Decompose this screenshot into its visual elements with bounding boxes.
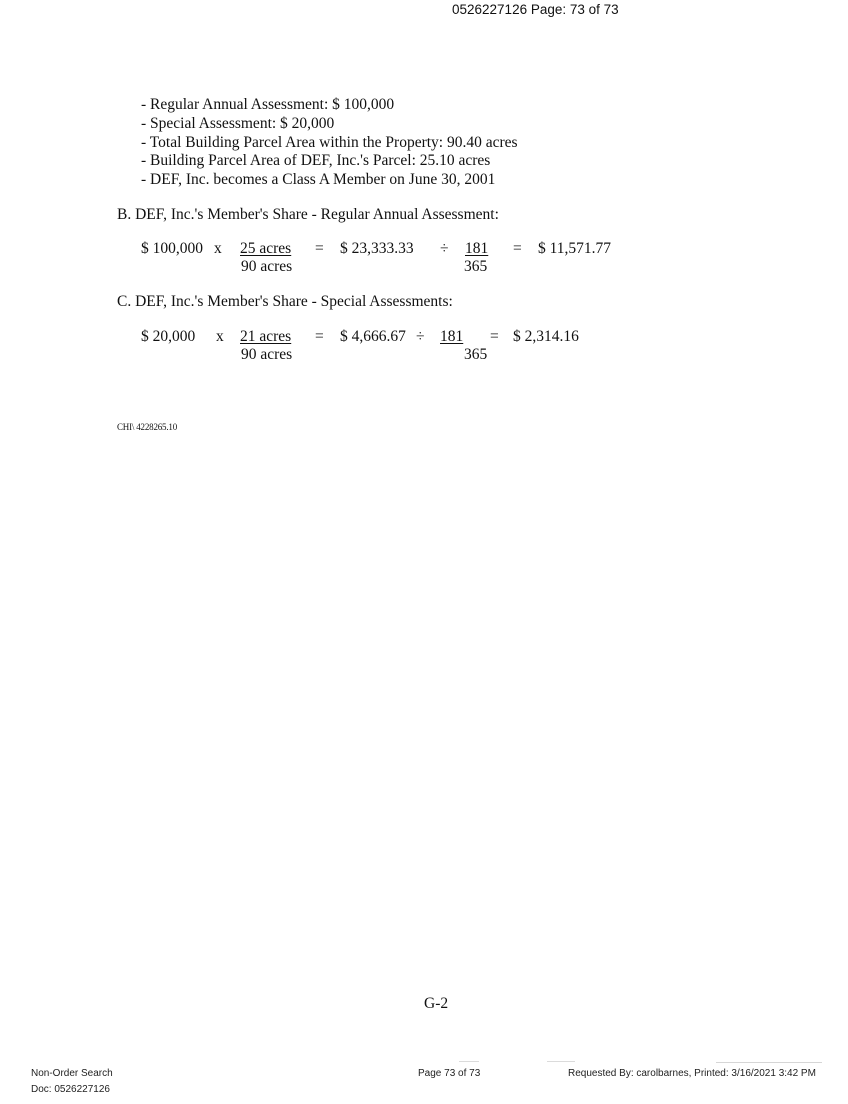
header-page-stamp: 0526227126 Page: 73 of 73: [452, 2, 619, 17]
section-b-days-denominator: 365: [464, 258, 488, 275]
section-b-numerator: 25 acres: [240, 240, 292, 257]
section-c-divide: ÷: [416, 328, 425, 345]
footer-page-info: Page 73 of 73: [418, 1068, 481, 1079]
scan-artifact: [459, 1061, 479, 1062]
section-b-subtotal: $ 23,333.33: [340, 240, 414, 257]
section-c-equals-2: =: [490, 328, 499, 345]
section-c-equals-1: =: [315, 328, 324, 345]
section-b-days-numerator: 181: [465, 240, 489, 257]
scan-artifact: [716, 1062, 822, 1063]
section-b-heading: B. DEF, Inc.'s Member's Share - Regular Annual Assessment:: [117, 206, 499, 223]
section-c-subtotal: $ 4,666.67: [340, 328, 406, 345]
list-item: - Building Parcel Area of DEF, Inc.'s Parcel: 25.10 acres: [141, 152, 491, 169]
section-c-denominator: 90 acres: [241, 346, 293, 363]
section-b-equals-2: =: [513, 240, 522, 257]
list-item: - DEF, Inc. becomes a Class A Member on June 30, 2001: [141, 171, 496, 188]
section-c-heading: C. DEF, Inc.'s Member's Share - Special Assessments:: [117, 293, 453, 310]
section-b-denominator: 90 acres: [241, 258, 293, 275]
footer-doc-number: Doc: 0526227126: [31, 1084, 110, 1095]
section-c-result: $ 2,314.16: [513, 328, 579, 345]
footer-search-type: Non-Order Search: [31, 1068, 113, 1079]
section-c-times: x: [216, 328, 224, 345]
list-item: - Total Building Parcel Area within the Property: 90.40 acres: [141, 134, 518, 151]
section-b-result: $ 11,571.77: [538, 240, 612, 257]
section-b-times: x: [214, 240, 222, 257]
section-b-divide: ÷: [440, 240, 449, 257]
section-c-numerator: 21 acres: [240, 328, 292, 345]
footer-requested-by: Requested By: carolbarnes, Printed: 3/16/2021 3:42 PM: [568, 1068, 816, 1079]
section-c-days-denominator: 365: [464, 346, 488, 363]
section-c-days-numerator: 181: [440, 328, 464, 345]
page-label: G-2: [424, 995, 449, 1012]
list-item: - Special Assessment: $ 20,000: [141, 115, 335, 132]
document-id: CHI\ 4228265.10: [117, 422, 178, 432]
section-c-amount: $ 20,000: [141, 328, 196, 345]
section-b-amount: $ 100,000: [141, 240, 203, 257]
scan-artifact: [547, 1061, 575, 1062]
list-item: - Regular Annual Assessment: $ 100,000: [141, 96, 395, 113]
section-b-equals-1: =: [315, 240, 324, 257]
